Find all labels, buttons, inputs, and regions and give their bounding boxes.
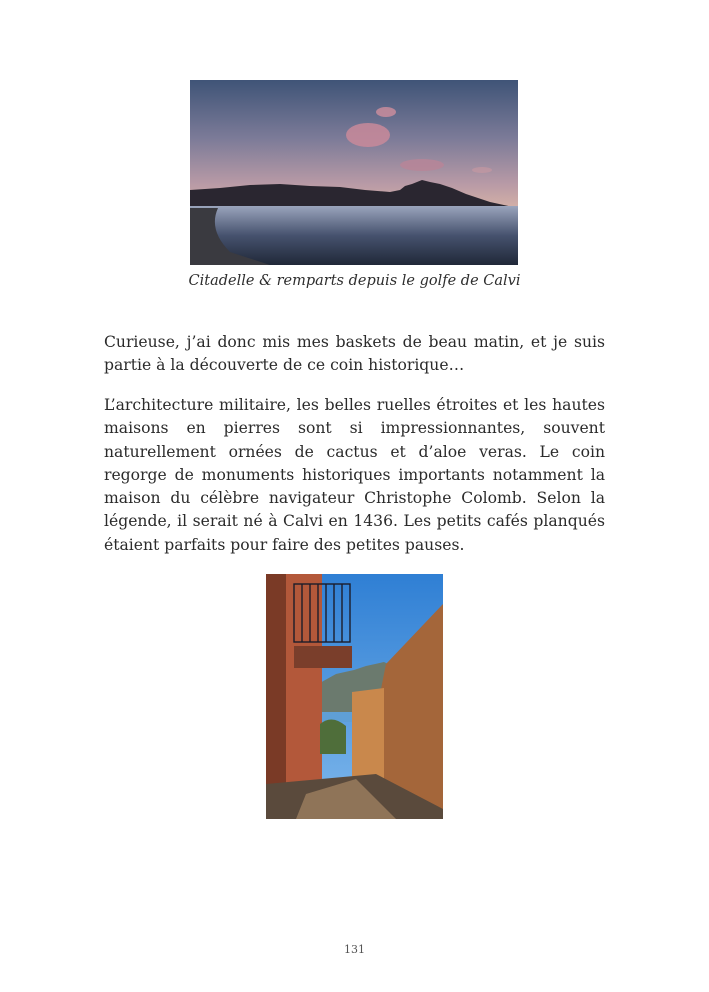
alley-photo [266, 574, 443, 819]
body-paragraph: L’architecture militaire, les belles ruelles étroites et les hautes maisons en pierres sont si impressionnantes, souvent naturellement ornées de cactus et d’aloe veras. Le coin regorge de monuments historiques importants notamment la maison du célèbre navigateur Christophe Colomb. Selon la légende, il serait né à Calvi en 1436. Les petits cafés planqués étaient parfaits pour faire des petites pauses. [104, 396, 605, 554]
citadel-sunset-photo [190, 80, 518, 265]
body-paragraph: Curieuse, j’ai donc mis mes baskets de beau matin, et je suis partie à la découverte de ce coin historique… [104, 333, 605, 375]
figure-caption: Citadelle & remparts depuis le golfe de Calvi [188, 273, 521, 289]
page-number: 131 [344, 943, 365, 956]
alley-image [266, 574, 443, 819]
citadel-sunset-image [190, 80, 518, 265]
